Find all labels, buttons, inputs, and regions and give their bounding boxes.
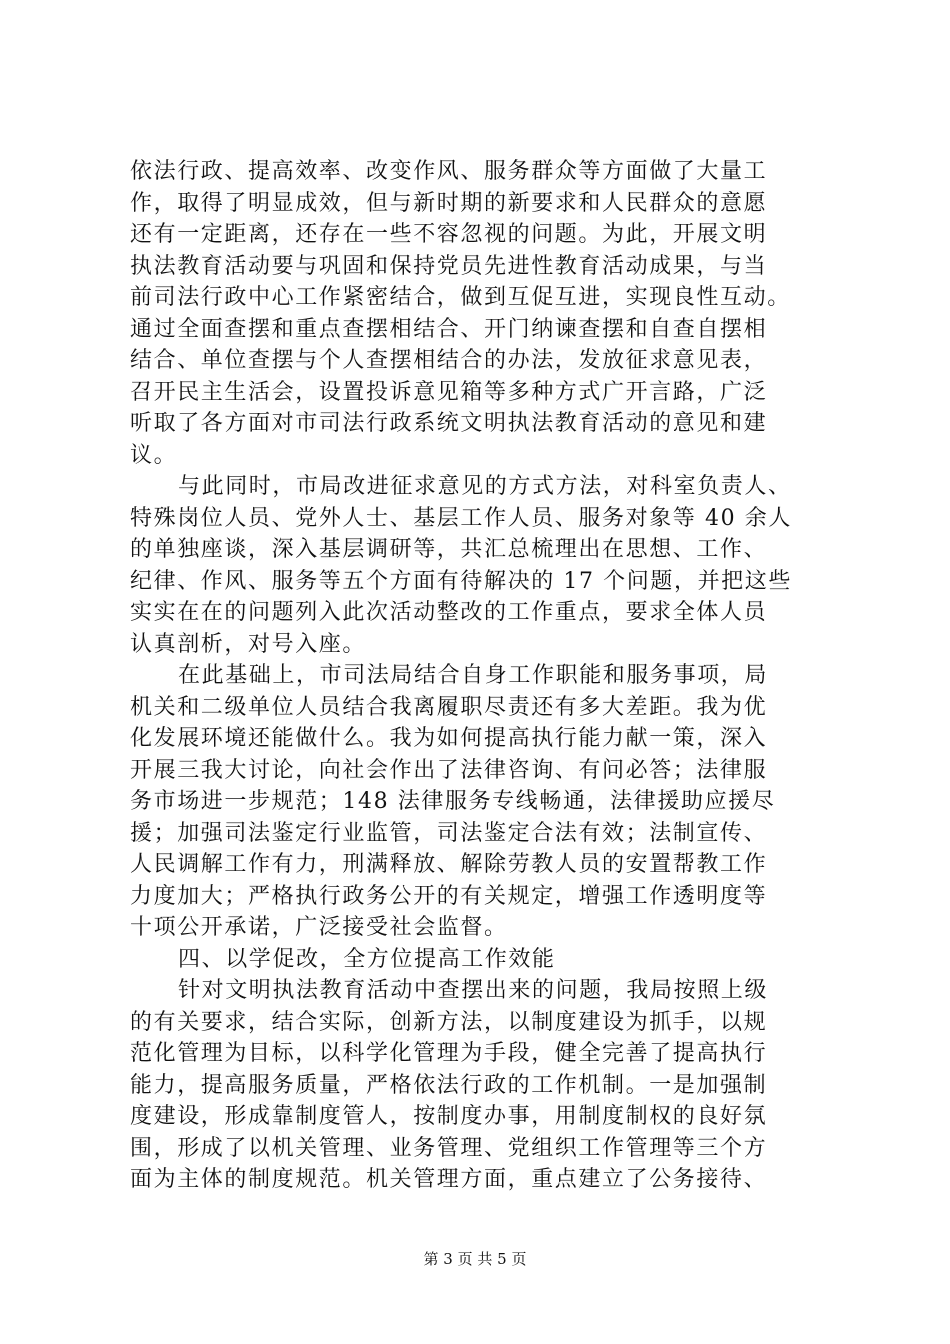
text-line: 面为主体的制度规范。机关管理方面，重点建立了公务接待、 bbox=[130, 1167, 768, 1192]
text-line: 实实在在的问题列入此次活动整改的工作重点，要求全体人员 bbox=[130, 600, 768, 625]
text-line: 围，形成了以机关管理、业务管理、党组织工作管理等三个方 bbox=[130, 1135, 768, 1161]
text-line: 化发展环境还能做什么。我为如何提高执行能力献一策，深入 bbox=[130, 726, 768, 751]
text-line: 议。 bbox=[130, 442, 178, 468]
text-line: 特殊岗位人员、党外人士、基层工作人员、服务对象等 40 余人 bbox=[130, 505, 792, 531]
text-line: 召开民主生活会，设置投诉意见箱等多种方式广开言路，广泛 bbox=[130, 379, 768, 405]
text-line: 前司法行政中心工作紧密结合，做到互促互进，实现良性互动。 bbox=[130, 285, 791, 310]
text-line: 人民调解工作有力，刑满释放、解除劳教人员的安置帮教工作 bbox=[130, 852, 768, 877]
text-line: 还有一定距离，还存在一些不容忽视的问题。为此，开展文明 bbox=[130, 222, 768, 247]
text-line: 开展三我大讨论，向社会作出了法律咨询、有问必答；法律服 bbox=[130, 757, 768, 783]
text-line: 纪律、作风、服务等五个方面有待解决的 17 个问题，并把这些 bbox=[130, 568, 792, 594]
paragraph-start-line: 在此基础上，市司法局结合自身工作职能和服务事项，局 bbox=[178, 663, 769, 688]
paragraph-start-line: 与此同时，市局改进征求意见的方式方法，对科室负责人、 bbox=[178, 474, 792, 499]
text-line: 务市场进一步规范；148 法律服务专线畅通，法律援助应援尽 bbox=[130, 789, 776, 814]
text-line: 作，取得了明显成效，但与新时期的新要求和人民群众的意愿 bbox=[130, 190, 768, 216]
text-line: 认真剖析，对号入座。 bbox=[130, 631, 367, 657]
paragraph-start-line: 针对文明执法教育活动中查摆出来的问题，我局按照上级 bbox=[178, 978, 769, 1003]
text-line: 十项公开承诺，广泛接受社会监督。 bbox=[130, 915, 508, 940]
text-line: 听取了各方面对市司法行政系统文明执法教育活动的意见和建 bbox=[130, 411, 768, 436]
document-body bbox=[130, 156, 846, 1196]
text-line: 结合、单位查摆与个人查摆相结合的办法，发放征求意见表， bbox=[130, 348, 768, 373]
text-line: 力度加大；严格执行政务公开的有关规定，增强工作透明度等 bbox=[130, 883, 768, 909]
section-heading: 四、以学促改，全方位提高工作效能 bbox=[178, 946, 556, 972]
text-line: 机关和二级单位人员结合我离履职尽责还有多大差距。我为优 bbox=[130, 694, 768, 720]
text-line: 范化管理为目标，以科学化管理为手段，健全完善了提高执行 bbox=[130, 1041, 768, 1066]
text-line: 援；加强司法鉴定行业监管，司法鉴定合法有效；法制宣传、 bbox=[130, 820, 768, 846]
text-line: 的有关要求，结合实际，创新方法，以制度建设为抓手，以规 bbox=[130, 1009, 768, 1035]
text-line: 通过全面查摆和重点查摆相结合、开门纳谏查摆和自查自摆相 bbox=[130, 316, 768, 342]
text-line: 执法教育活动要与巩固和保持党员先进性教育活动成果，与当 bbox=[130, 253, 768, 279]
text-line: 的单独座谈，深入基层调研等，共汇总梳理出在思想、工作、 bbox=[130, 537, 768, 562]
text-line: 度建设，形成靠制度管人，按制度办事，用制度制权的良好氛 bbox=[130, 1104, 768, 1129]
text-line: 能力，提高服务质量，严格依法行政的工作机制。一是加强制 bbox=[130, 1072, 768, 1098]
page-number-footer: 第 3 页 共 5 页 bbox=[423, 1250, 527, 1268]
text-line: 依法行政、提高效率、改变作风、服务群众等方面做了大量工 bbox=[130, 159, 768, 184]
